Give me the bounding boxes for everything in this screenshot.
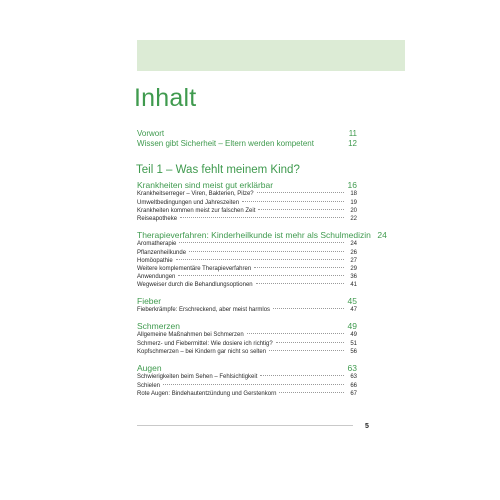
toc-item: Fieberkrämpfe: Erschreckend, aber meist harmlos 47 — [137, 307, 357, 313]
toc-section — [137, 180, 357, 190]
toc-section-page: 49 — [347, 321, 357, 331]
toc-item: Kopfschmerzen – bei Kindern gar nicht so selten 56 — [137, 349, 357, 355]
toc-section — [137, 296, 357, 306]
toc-item: Anwendungen 36 — [137, 274, 357, 280]
toc-entry-page: 12 — [348, 139, 357, 148]
page-title: Inhalt — [134, 84, 197, 112]
toc-item: Umweltbedingungen und Jahreszeiten 19 — [137, 200, 357, 206]
toc-section — [137, 321, 357, 331]
toc-item: Pflanzenheilkunde 26 — [137, 250, 357, 256]
toc-section-title: Krankheiten sind meist gut erklärbar — [137, 180, 274, 190]
toc-entry-front — [137, 129, 357, 138]
part-title: Teil 1 – Was fehlt meinem Kind? — [136, 164, 300, 176]
toc-entry-page: 11 — [348, 129, 357, 138]
toc-section — [137, 363, 357, 373]
toc-item: Weitere komplementäre Therapieverfahren 29 — [137, 266, 357, 272]
toc-item: Schielen 66 — [137, 383, 357, 389]
toc-section-page: 45 — [347, 296, 357, 306]
toc-entry-title: Wissen gibt Sicherheit – Eltern werden kompetent — [137, 139, 314, 148]
toc-section-page: 24 — [377, 230, 387, 240]
toc-entry-title: Vorwort — [137, 129, 165, 138]
toc-section-page: 63 — [347, 363, 357, 373]
toc-item: Schmerz- und Fiebermittel: Wie dosiere ich richtig? 51 — [137, 341, 357, 347]
toc-item: Aromatherapie 24 — [137, 241, 357, 247]
toc-entry-front — [137, 139, 357, 148]
footer-rule — [137, 425, 353, 426]
toc-item: Schwierigkeiten beim Sehen – Fehlsichtigkeit 63 — [137, 374, 357, 380]
toc-item: Allgemeine Maßnahmen bei Schmerzen 49 — [137, 332, 357, 338]
page-number: 5 — [365, 423, 369, 430]
header-band — [137, 40, 405, 71]
toc-section-title: Schmerzen — [137, 321, 180, 331]
toc-section — [137, 230, 387, 240]
toc-item: Wegweiser durch die Behandlungsoptionen 41 — [137, 282, 357, 288]
toc-item: Reiseapotheke 22 — [137, 216, 357, 222]
toc-section-title: Therapieverfahren: Kinderheilkunde ist mehr als Schulmedizin — [137, 230, 371, 240]
toc-section-title: Augen — [137, 363, 162, 373]
toc-item: Krankheitserreger – Viren, Bakterien, Pilze? 18 — [137, 191, 357, 197]
toc-item: Rote Augen: Bindehautentzündung und Gerstenkorn 67 — [137, 391, 357, 397]
toc-item: Krankheiten kommen meist zur falschen Zeit 20 — [137, 208, 357, 214]
toc-item: Homöopathie 27 — [137, 258, 357, 264]
toc-section-page: 16 — [347, 180, 357, 190]
toc-section-title: Fieber — [137, 296, 162, 306]
